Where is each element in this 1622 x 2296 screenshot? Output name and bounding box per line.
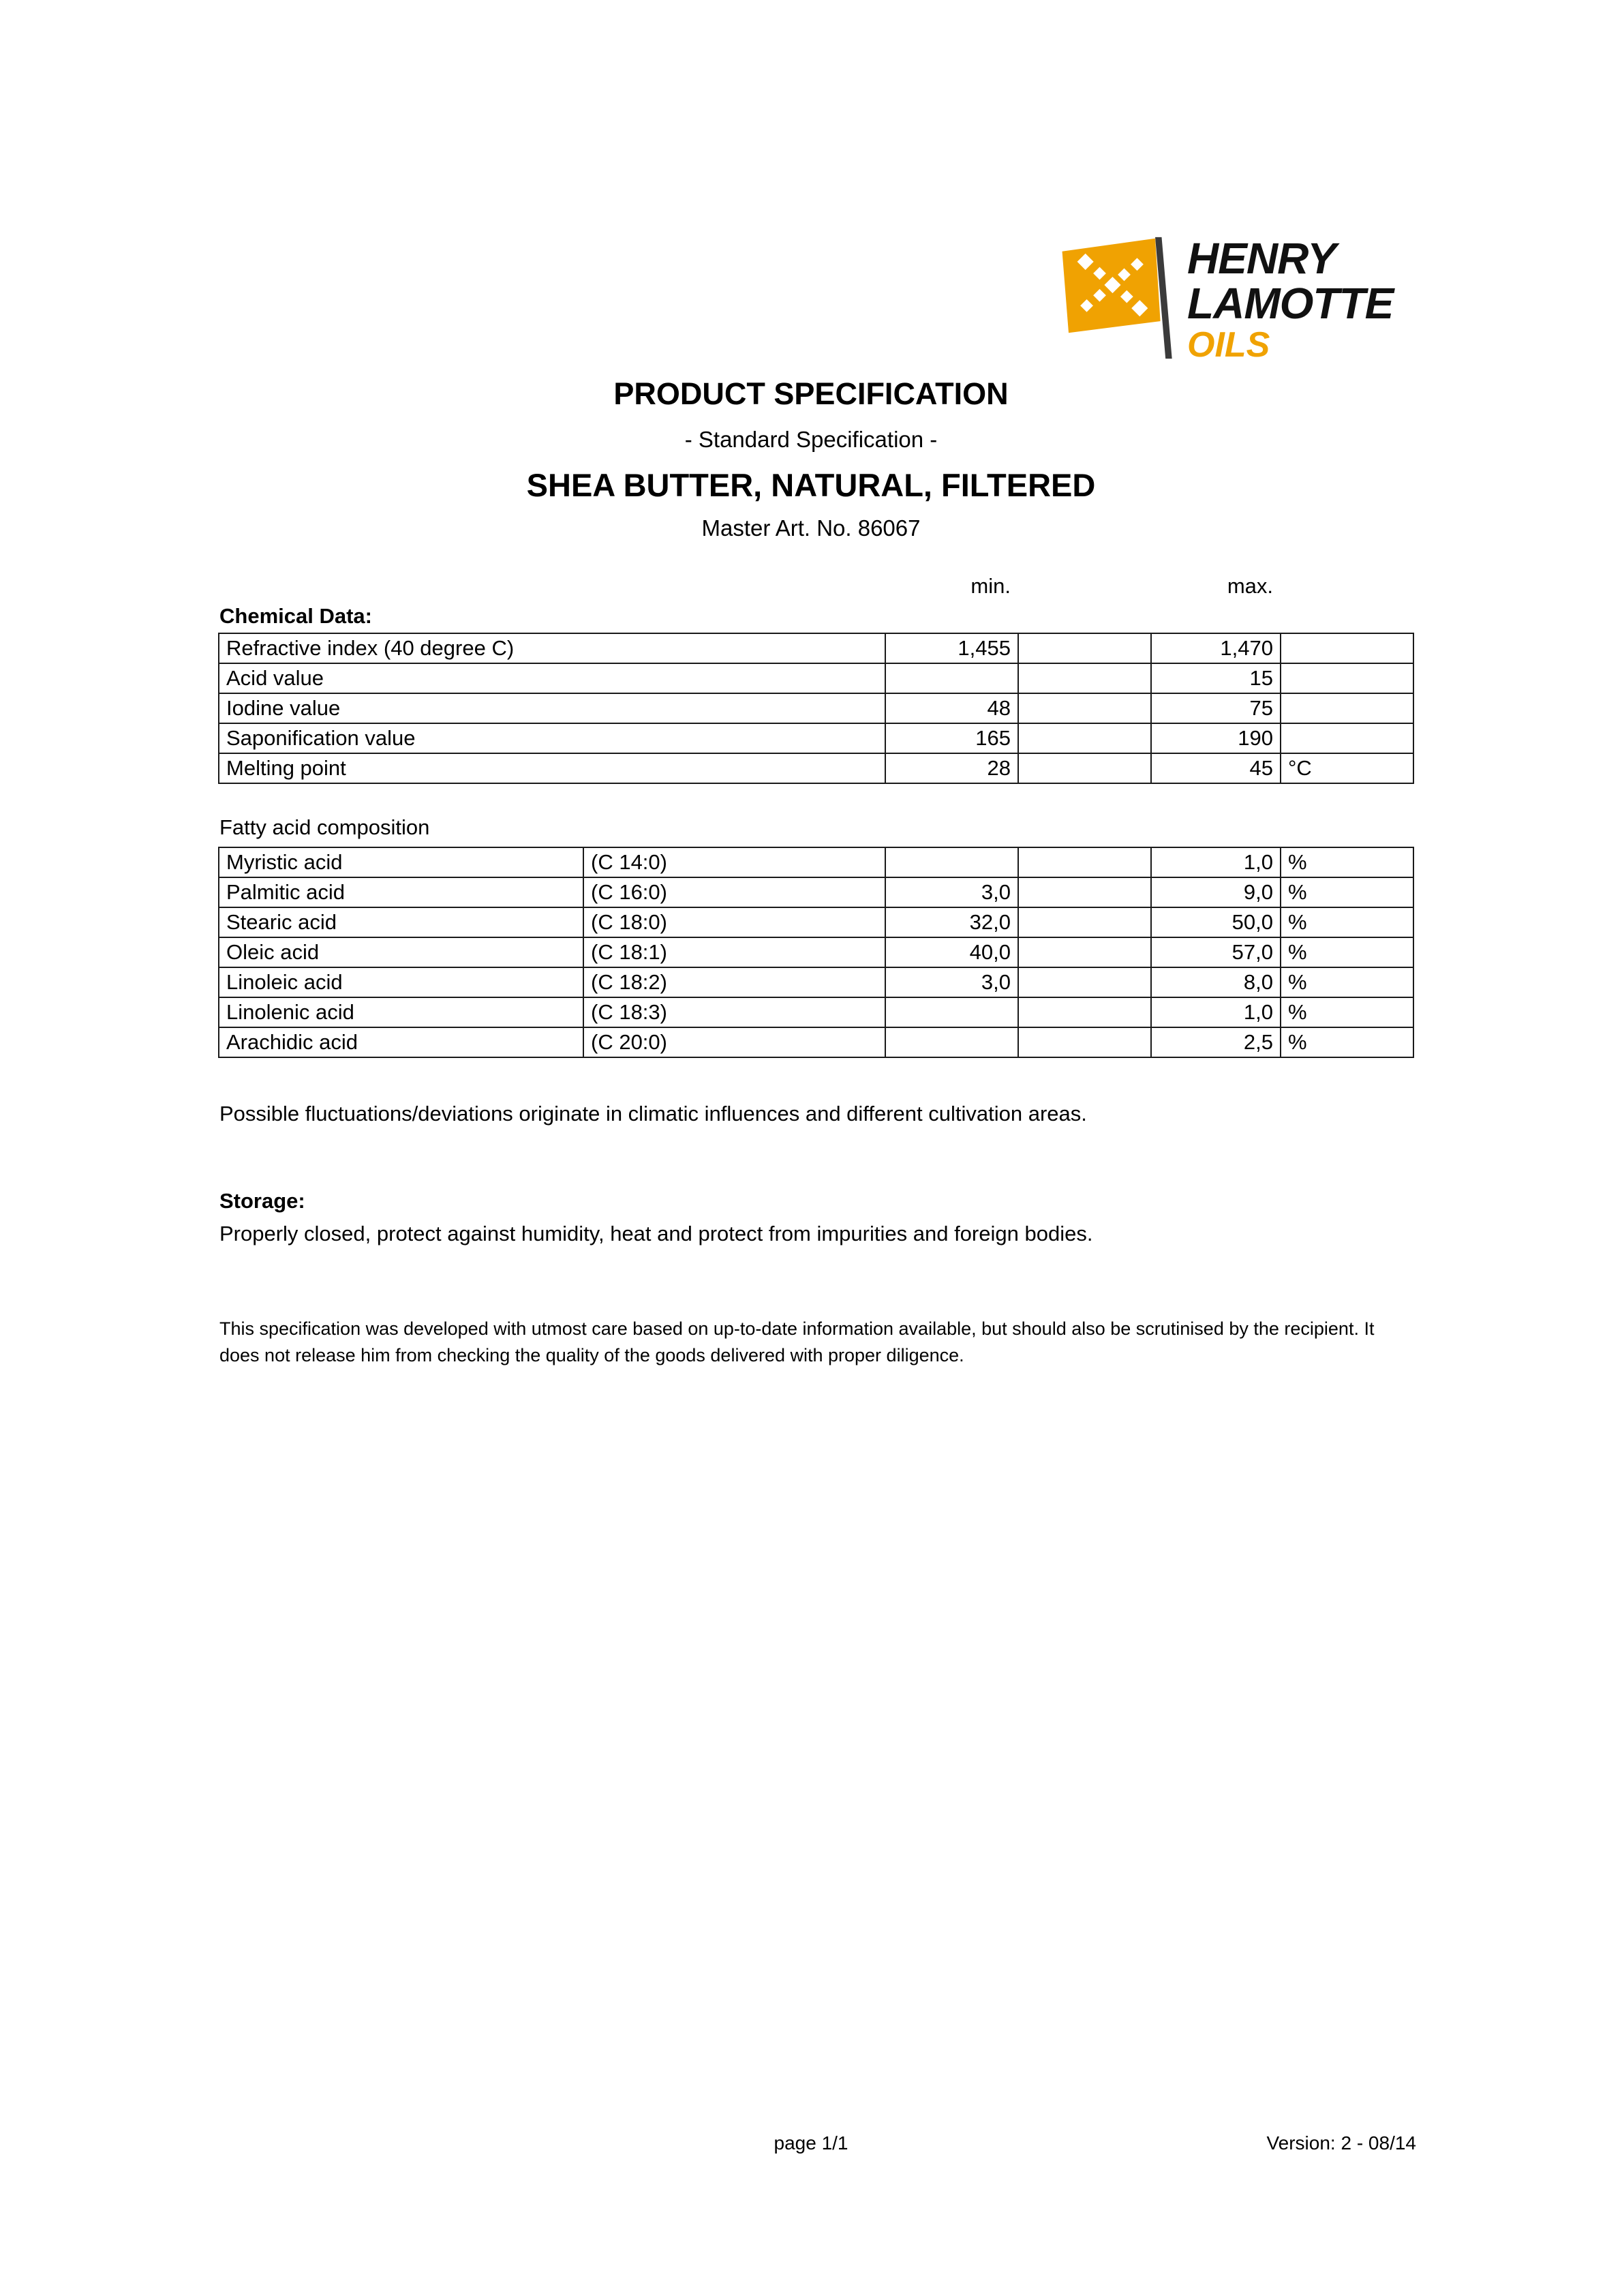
table-cell-formula: (C 18:0) xyxy=(583,907,885,937)
table-cell-gap xyxy=(1018,633,1151,663)
spec-type-subtitle: - Standard Specification - xyxy=(684,427,938,452)
table-cell-label: Arachidic acid xyxy=(219,1027,583,1057)
fluctuation-note: Possible fluctuations/deviations originate in climatic influences and different cultivation areas. xyxy=(219,1102,1087,1126)
table-cell-min: 165 xyxy=(885,723,1018,753)
table-cell-min: 3,0 xyxy=(885,967,1018,997)
table-cell-gap xyxy=(1018,907,1151,937)
table-cell-min: 3,0 xyxy=(885,877,1018,907)
max-column-header: max. xyxy=(1227,574,1273,598)
table-cell-unit xyxy=(1281,693,1413,723)
table-cell-label: Palmitic acid xyxy=(219,877,583,907)
table-cell-min xyxy=(885,1027,1018,1057)
table-cell-max: 1,470 xyxy=(1151,633,1281,663)
table-cell-max: 50,0 xyxy=(1151,907,1281,937)
table-cell-label: Iodine value xyxy=(219,693,885,723)
logo-brand-line1: HENRY xyxy=(1187,234,1336,283)
table-cell-label: Linolenic acid xyxy=(219,997,583,1027)
chemical-data-table xyxy=(218,633,1414,784)
table-row xyxy=(219,997,1413,1027)
table-cell-max: 9,0 xyxy=(1151,877,1281,907)
table-cell-min xyxy=(885,663,1018,693)
table-cell-unit: °C xyxy=(1281,753,1413,783)
flag-icon xyxy=(1058,236,1179,360)
master-art-number: Master Art. No. 86067 xyxy=(701,515,921,541)
table-cell-label: Saponification value xyxy=(219,723,885,753)
table-cell-unit: % xyxy=(1281,997,1413,1027)
chemical-data-section-label: Chemical Data: xyxy=(219,604,372,628)
table-cell-max: 57,0 xyxy=(1151,937,1281,967)
table-row xyxy=(219,633,1413,663)
table-cell-gap xyxy=(1018,723,1151,753)
table-cell-min xyxy=(885,847,1018,877)
table-row xyxy=(219,723,1413,753)
min-column-header: min. xyxy=(970,574,1011,598)
logo-wordmark xyxy=(1187,236,1393,364)
table-row xyxy=(219,663,1413,693)
table-cell-max: 2,5 xyxy=(1151,1027,1281,1057)
version-label: Version: 2 - 08/14 xyxy=(1266,2132,1416,2154)
table-cell-min: 1,455 xyxy=(885,633,1018,663)
table-cell-max: 1,0 xyxy=(1151,997,1281,1027)
table-cell-label: Acid value xyxy=(219,663,885,693)
table-cell-min: 32,0 xyxy=(885,907,1018,937)
table-cell-gap xyxy=(1018,1027,1151,1057)
table-cell-formula: (C 18:3) xyxy=(583,997,885,1027)
logo-brand-line2: LAMOTTE xyxy=(1187,279,1394,328)
logo-brand-sub: OILS xyxy=(1187,325,1270,365)
table-cell-label: Myristic acid xyxy=(219,847,583,877)
disclaimer-text: This specification was developed with utmost care based on up-to-date information available, but should also be scrutinised by the recipient. It does not release him from checking the quality of the goods delivered with proper diligence. xyxy=(219,1318,1375,1365)
table-cell-formula: (C 18:2) xyxy=(583,967,885,997)
storage-text: Properly closed, protect against humidity, heat and protect from impurities and foreign bodies. xyxy=(219,1222,1093,1245)
henry-lamotte-logo xyxy=(1058,232,1419,368)
table-cell-gap xyxy=(1018,753,1151,783)
table-cell-unit: % xyxy=(1281,937,1413,967)
table-cell-unit: % xyxy=(1281,967,1413,997)
table-cell-min: 48 xyxy=(885,693,1018,723)
table-cell-gap xyxy=(1018,937,1151,967)
table-cell-formula: (C 18:1) xyxy=(583,937,885,967)
table-cell-max: 45 xyxy=(1151,753,1281,783)
table-cell-unit xyxy=(1281,723,1413,753)
table-cell-max: 1,0 xyxy=(1151,847,1281,877)
table-cell-unit: % xyxy=(1281,877,1413,907)
storage-section-label: Storage: xyxy=(219,1189,305,1213)
table-cell-unit: % xyxy=(1281,1027,1413,1057)
table-cell-max: 15 xyxy=(1151,663,1281,693)
page-number: page 1/1 xyxy=(774,2132,848,2154)
table-cell-formula: (C 20:0) xyxy=(583,1027,885,1057)
table-row xyxy=(219,1027,1413,1057)
table-cell-max: 75 xyxy=(1151,693,1281,723)
table-cell-unit xyxy=(1281,663,1413,693)
table-cell-min: 40,0 xyxy=(885,937,1018,967)
table-cell-formula: (C 14:0) xyxy=(583,847,885,877)
table-cell-label: Melting point xyxy=(219,753,885,783)
table-cell-gap xyxy=(1018,877,1151,907)
table-cell-gap xyxy=(1018,847,1151,877)
table-cell-gap xyxy=(1018,997,1151,1027)
fatty-acid-table xyxy=(218,847,1414,1058)
table-cell-max: 8,0 xyxy=(1151,967,1281,997)
table-cell-gap xyxy=(1018,663,1151,693)
table-cell-min: 28 xyxy=(885,753,1018,783)
fatty-acid-section-label: Fatty acid composition xyxy=(219,815,430,839)
table-row xyxy=(219,877,1413,907)
table-cell-gap xyxy=(1018,693,1151,723)
product-name: SHEA BUTTER, NATURAL, FILTERED xyxy=(526,467,1096,503)
table-row xyxy=(219,847,1413,877)
table-cell-unit xyxy=(1281,633,1413,663)
table-row xyxy=(219,753,1413,783)
table-cell-unit: % xyxy=(1281,907,1413,937)
table-row xyxy=(219,937,1413,967)
table-cell-gap xyxy=(1018,967,1151,997)
table-row xyxy=(219,967,1413,997)
table-cell-label: Linoleic acid xyxy=(219,967,583,997)
table-cell-min xyxy=(885,997,1018,1027)
table-cell-label: Stearic acid xyxy=(219,907,583,937)
table-row xyxy=(219,693,1413,723)
table-cell-max: 190 xyxy=(1151,723,1281,753)
table-cell-unit: % xyxy=(1281,847,1413,877)
table-cell-formula: (C 16:0) xyxy=(583,877,885,907)
document-title: PRODUCT SPECIFICATION xyxy=(613,376,1009,411)
table-row xyxy=(219,907,1413,937)
table-cell-label: Refractive index (40 degree C) xyxy=(219,633,885,663)
table-cell-label: Oleic acid xyxy=(219,937,583,967)
